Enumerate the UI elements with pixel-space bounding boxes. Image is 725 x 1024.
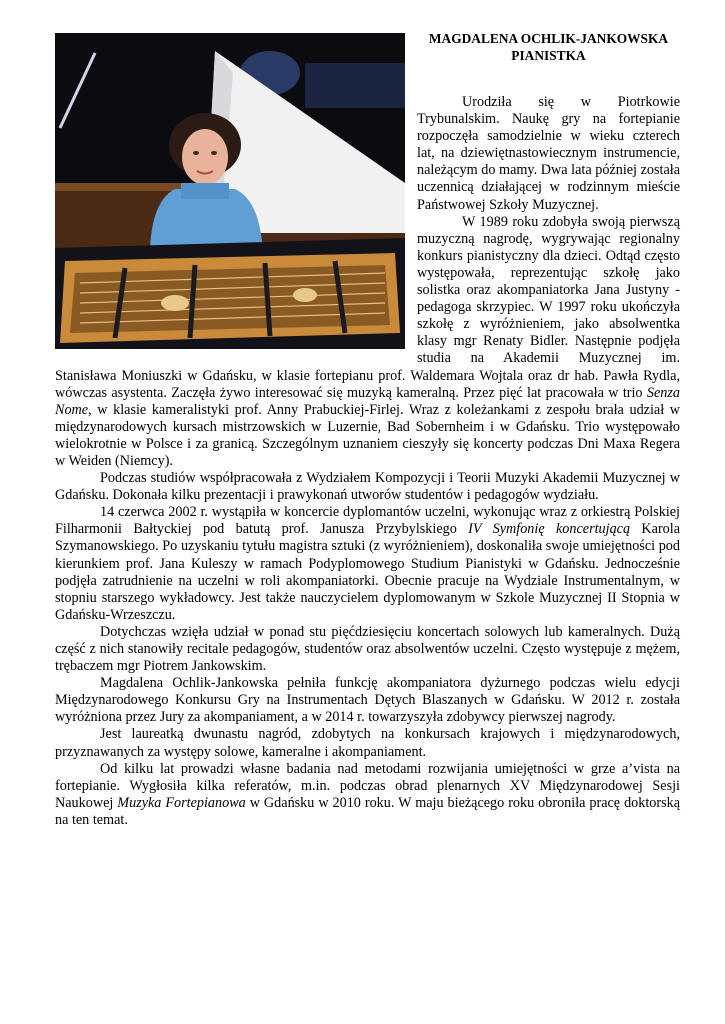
page-title: MAGDALENA OCHLIK-JANKOWSKA — [428, 31, 669, 46]
paragraph-6: Magdalena Ochlik-Jankowska pełniła funkcję akompaniatora dyżurnego podczas wielu edycji Międzynarodowego Konkursu Gry na Instrumentach Dętych Blaszanych w Gdańsku. W 2012 r. została wyróżniona przez Jury za akompaniament, a w 2014 r. towarzyszyła zdobywcy pierwszej nagrody. — [55, 675, 680, 726]
paragraph-5: Dotychczas wzięła udział w ponad stu pięćdziesięciu koncertach solowych lub kameralnych. Dużą część z nich stanowiły recitale pedagogów, studentów oraz absolwentów uczelni. Często występuje z mężem, trębaczem mgr Piotrem Jankowskim. — [55, 623, 680, 675]
page-subtitle: PIANISTKA — [511, 48, 586, 63]
pianist-photo-icon — [55, 33, 405, 349]
paragraph-2: W 1989 roku zdobyła swoją pierwszą muzyczną nagrodę, wygrywając regionalny konkurs pianistyczny dla dzieci. Odtąd często występowała, reprezentując szkołę jako solistka oraz akompaniatorka Jana Justyny - pedagoga skrzypiec. W 1997 roku ukończyła szkołę z wyróżnieniem, jako absolwentka klasy mgr Renaty Bidler. Następnie podjęła studia na Akademii Muzycznej im. Stanisława Moniuszki w Gdańsku, w klasie fortepianu prof. Waldemara Wojtala oraz dr hab. Pawła Rydla, wówczas asystenta. Zaczęła żywo interesować się muzyką kameralną. Przez pięć lat pracowała w trio Senza Nome, w klasie kameralistyki prof. Anny Prabuckiej-Firlej. Wraz z koleżankami z zespołu brała udział w międzynarodowych kursach mistrzowskich w Luzernie, Bad Sobernheim i w Gdańsku. Trio występowało wielokrotnie w Polsce i za granicą. Szczególnym uznaniem cieszyły się koncerty podczas Dni Maxa Regera w Weiden (Niemcy). — [55, 213, 680, 469]
paragraph-1: Urodziła się w Piotrkowie Trybunalskim. Naukę gry na fortepianie rozpoczęła samodzielnie w wieku czterech lat, na dziewiętnastowiecznym instrumencie, należącym do mamy. Dwa lata później została uczennicą działającej w rodzinnym mieście Państwowej Szkoły Muzycznej. — [417, 94, 680, 213]
document — [55, 30, 680, 829]
paragraph-8: Od kilku lat prowadzi własne badania nad metodami rozwijania umiejętności w grze a’vista na fortepianie. Wygłosiła kilka referatów, m.in. podczas obrad plenarnych XV Międzynarodowej Sesji Naukowej Muzyka Fortepianowa w Gdańsku w 2010 roku. W maju bieżącego roku obroniła pracę doktorską na ten temat. — [55, 760, 681, 828]
paragraph-4: 14 czerwca 2002 r. wystąpiła w koncercie dyplomantów uczelni, wykonując wraz z orkiestrą Polskiej Filharmonii Bałtyckiej pod batutą prof. Janusza Przybylskiego IV Symfonię koncertującą Karola Szymanowskiego. Po uzyskaniu tytułu magistra sztuki (z wyróżnieniem), doskonaliła swoje umiejętności pod kierunkiem prof. Jana Kuleszy w ramach Podyplomowego Studium Pianistyki w Gdańsku. Jednocześnie podjęła zatrudnienie na uczelni w roli akompaniatorki. Obecnie pracuje na Wydziale Instrumentalnym, w stopniu starszego wykładowcy. Jest także nauczycielem dyplomowanym w Szkole Muzycznej II Stopnia w Gdańsku-Wrzeszczu. — [55, 504, 681, 623]
paragraph-7: Jest laureatką dwunastu nagród, zdobytych na konkursach krajowych i międzynarodowych, przyznawanych za występy solowe, kameralne i akompaniament. — [55, 726, 680, 760]
pianist-photo — [55, 33, 405, 349]
paragraph-3: Podczas studiów współpracowała z Wydziałem Kompozycji i Teorii Muzyki Akademii Muzycznej w Gdańsku. Dokonała kilku prezentacji i prawykonań utworów studentów i pedagogów wydziału. — [55, 470, 680, 504]
